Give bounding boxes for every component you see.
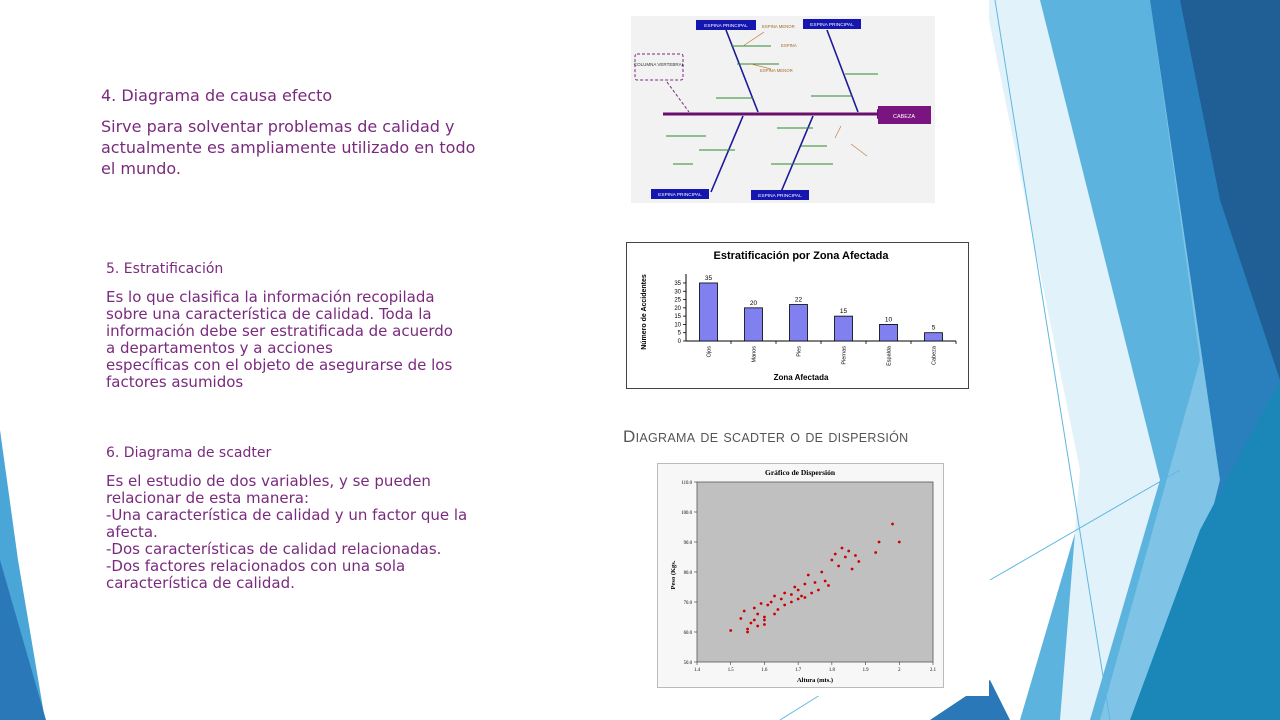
scatter-point [790,593,793,596]
spine-label: ESPINA PRINCIPAL [704,24,748,29]
scatter-point [830,559,833,562]
category-label: Pies [796,346,803,357]
section-line: el mundo. [101,159,181,178]
section-line: factores asumidos [106,373,244,391]
scatter-point [810,592,813,595]
scatter-point [797,598,800,601]
bar [925,333,943,341]
spine-label: ESPINA PRINCIPAL [758,194,802,199]
category-label: Espalda [886,346,893,366]
scatter-point [773,613,776,616]
scatter-point [777,608,780,611]
y-tick-label: 80.0 [683,570,692,576]
column-label: COLUMNA VERTEBRAL [633,62,685,67]
bar [835,316,853,341]
scatter-point [760,602,763,605]
scatter-point [837,565,840,568]
scatter-point [783,604,786,607]
scatter-caption-text: DIAGRAMA DE SCADTER O DE DISPERSIÓN [623,427,909,446]
category-label: Manos [751,346,758,363]
y-tick-label: 20 [674,305,681,312]
bar [700,283,718,341]
section-stratification [106,259,546,391]
category-label: Ojos [706,346,713,358]
scatter-chart-title: Gráfico de Dispersión [765,468,835,477]
section-line: actualmente es ampliamente utilizado en todo [101,138,476,157]
section-line: relacionar de esta manera: [106,489,310,507]
section-line: -Una característica de calidad y un factor que la [106,506,468,524]
x-tick-label: 1.8 [828,668,835,673]
scatter-point [878,541,881,544]
y-tick-label: 110.0 [681,480,692,486]
scatter-point [817,589,820,592]
scatter-point [783,592,786,595]
x-tick-label: 1.9 [862,668,869,673]
x-tick-label: 1.6 [761,668,768,673]
bar-value-label: 20 [749,299,758,307]
bottom-facet-line [780,695,820,720]
scatter-chart-xlabel: Altura (mts.) [796,677,834,684]
category-label: Cabeza [931,346,938,365]
bar-value-label: 5 [931,324,936,332]
scatter-point [790,601,793,604]
y-tick-label: 100.0 [681,510,692,516]
bar-chart-xlabel: Zona Afectada [773,373,829,382]
head-label: CABEZA [892,114,916,120]
section-line: afecta. [106,523,158,541]
bar [745,308,763,341]
section-scatter [106,443,546,592]
y-tick-label: 90.0 [683,540,692,546]
scatter-point [824,580,827,583]
bar-value-label: 35 [704,274,713,282]
scatter-point [763,619,766,622]
category-label: Piernas [841,346,848,365]
scatter-point [793,586,796,589]
section-line: Es lo que clasifica la información recopilada [106,288,435,306]
y-tick-label: 25 [674,297,681,304]
section-line: característica de calidad. [106,574,295,592]
y-tick-label: 50.0 [683,660,692,666]
section-title: 6. Diagrama de scadter [106,445,272,461]
section-title: 4. Diagrama de causa efecto [101,86,333,105]
bar [790,305,808,341]
scatter-plot [681,481,936,673]
plot-area [697,482,933,662]
y-tick-label: 60.0 [683,630,692,636]
scatter-point [773,595,776,598]
scatter-point [770,601,773,604]
y-tick-label: 10 [674,322,681,329]
section-line: Es el estudio de dos variables, y se pueden [106,472,431,490]
left-facet-bottom [0,560,46,720]
minor-label: ESPINA MENOR [762,24,795,29]
scatter-point [874,551,877,554]
scatter-point [807,574,810,577]
section-line: específicas con el objeto de asegurarse de los [106,356,453,374]
scatter-point [753,607,756,610]
scatter-point [803,596,806,599]
bar-chart [626,242,969,389]
scatter-chart [657,463,944,688]
x-tick-label: 1.5 [727,668,734,673]
scatter-point [780,598,783,601]
bone-label: ESPINA [781,43,797,48]
y-tick-label: 30 [674,289,681,296]
section-title: 5. Estratificación [106,261,224,277]
scatter-point [847,550,850,553]
scatter-point [746,628,749,631]
scatter-point [766,604,769,607]
section-line: Sirve para solventar problemas de calidad y [101,117,455,136]
scatter-point [844,556,847,559]
scatter-point [891,523,894,526]
section-line: -Dos factores relacionados con una sola [106,557,406,575]
spine-label: ESPINA PRINCIPAL [658,193,702,198]
scatter-caption [623,427,983,447]
section-line: sobre una característica de calidad. Toda la [106,305,432,323]
scatter-point [753,619,756,622]
y-tick-label: 35 [674,280,681,287]
scatter-point [750,622,753,625]
section-line: a departamentos y a acciones [106,339,333,357]
bar-chart-title: Estratificación por Zona Afectada [713,250,889,262]
scatter-point [851,568,854,571]
spine-label: ESPINA PRINCIPAL [810,23,854,28]
scatter-point [739,617,742,620]
scatter-chart-ylabel: Peso (Kgs. [670,560,677,590]
scatter-point [820,571,823,574]
x-tick-label: 2.1 [930,668,936,673]
x-tick-label: 1.4 [694,668,700,673]
bar-chart-ylabel: Número de Accidentes [641,274,648,350]
scatter-point [898,541,901,544]
scatter-point [756,613,759,616]
bar-value-label: 22 [794,296,803,304]
scatter-point [746,631,749,634]
minor-label: ESPINA MENOR [760,68,793,73]
y-tick-label: 70.0 [683,600,692,606]
y-tick-label: 0 [677,339,681,345]
scatter-point [814,581,817,584]
scatter-point [729,629,732,632]
scatter-point [834,553,837,556]
y-tick-label: 15 [674,314,681,321]
bar-value-label: 15 [839,308,848,316]
scatter-point [854,554,857,557]
section-line: -Dos características de calidad relacionadas. [106,540,442,558]
scatter-point [800,595,803,598]
scatter-point [763,623,766,626]
scatter-point [803,583,806,586]
scatter-point [743,610,746,613]
bar-value-label: 10 [884,316,893,324]
x-tick-label: 1.7 [795,668,802,673]
section-cause-effect [101,86,541,179]
scatter-point [763,616,766,619]
scatter-point [756,625,759,628]
y-tick-label: 5 [677,330,681,337]
scatter-point [857,560,860,563]
section-line: información debe ser estratificada de acuerdo [106,322,453,340]
fishbone-diagram [631,16,935,203]
x-tick-label: 2 [898,668,901,673]
bar [880,324,898,341]
scatter-point [841,547,844,550]
scatter-point [827,584,830,587]
scatter-point [797,589,800,592]
